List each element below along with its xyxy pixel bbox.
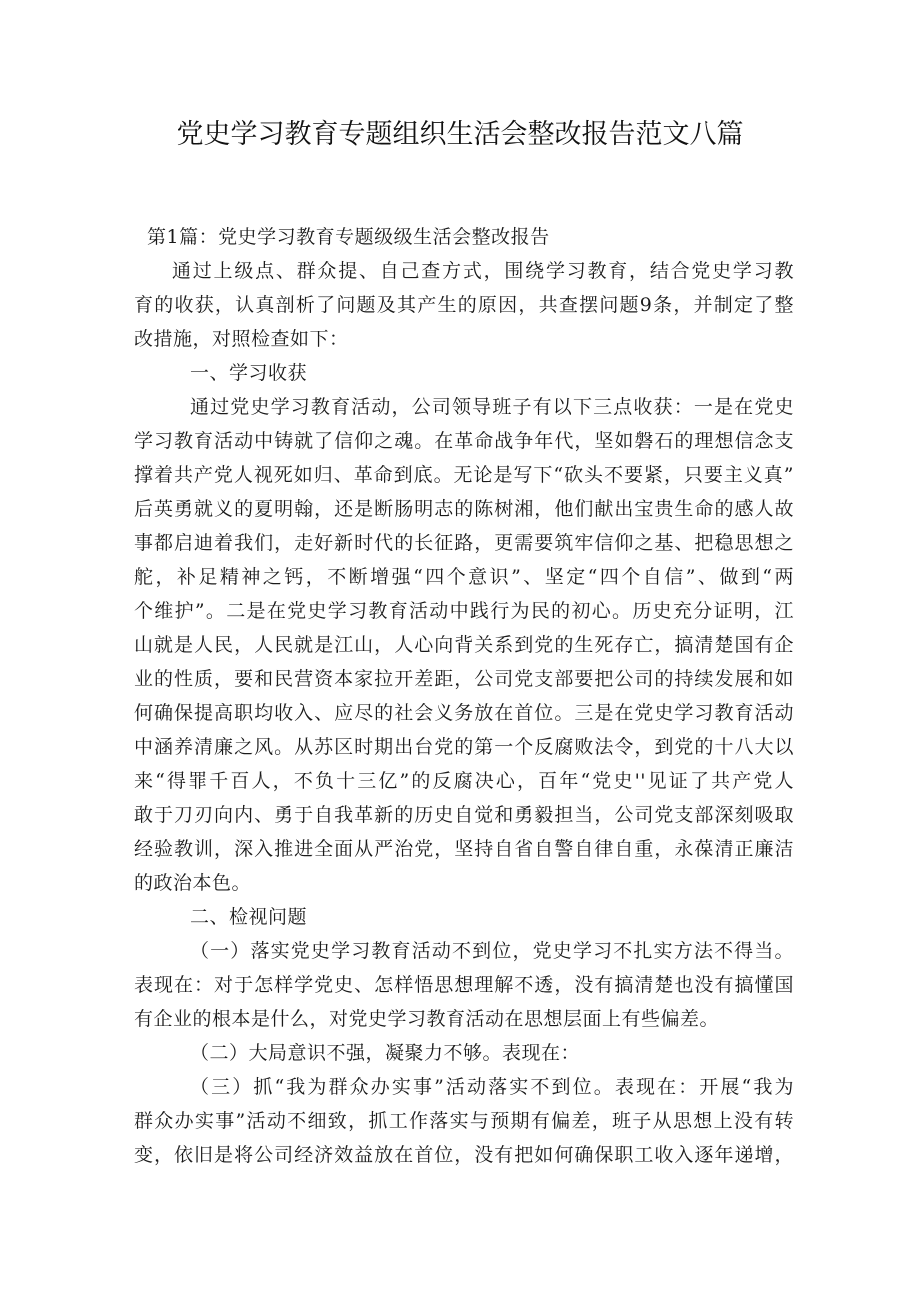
paragraph-line: 表现在：对于怎样学党史、怎样悟思想理解不透，没有搞清楚也没有搞懂国: [134, 974, 794, 996]
section-heading-review: 二、检视问题: [190, 906, 308, 928]
paragraph-line: 事都启迪着我们，走好新时代的长征路，更需要筑牢信仰之基、把稳思想之: [134, 532, 794, 554]
paragraph-line: 有企业的根本是什么，对党史学习教育活动在思想层面上有些偏差。: [134, 1008, 720, 1030]
intro-paragraph: [134, 254, 794, 356]
problem-two-paragraph: （二）大局意识不强，凝聚力不够。表现在：: [190, 1042, 581, 1064]
paragraph-line: 后英勇就义的夏明翰，还是断肠明志的陈树湘，他们献出宝贵生命的感人故: [134, 498, 794, 520]
section-heading-learning: 一、学习收获: [190, 362, 308, 384]
paragraph-line: 个维护”。二是在党史学习教育活动中践行为民的初心。历史充分证明，江: [134, 600, 794, 622]
paragraph-line: 业的性质，要和民营资本家拉开差距，公司党支部要把公司的持续发展和如: [134, 668, 794, 690]
paragraph-line: 变，依旧是将公司经济效益放在首位，没有把如何确保职工收入逐年递增，: [134, 1144, 794, 1166]
paragraph-line: 经验教训，深入推进全面从严治党，坚持自省自警自律自重，永葆清正廉洁: [134, 838, 794, 860]
paragraph-line: 通过上级点、群众提、自己查方式，围绕学习教育，结合党史学习教: [172, 260, 794, 282]
paragraph-line: 舵，补足精神之钙，不断增强“四个意识”、坚定“四个自信”、做到“两: [134, 566, 794, 588]
document-title: 党史学习教育专题组织生活会整改报告范文八篇: [176, 119, 744, 150]
problem-three-paragraph: [134, 1070, 794, 1172]
paragraph-line: （三）抓“我为群众办实事”活动落实不到位。表现在：开展“我为: [190, 1076, 794, 1098]
paragraph-line: 通过党史学习教育活动，公司领导班子有以下三点收获：一是在党史: [190, 396, 794, 418]
paragraph-line: 何确保提高职均收入、应尽的社会义务放在首位。三是在党史学习教育活动: [134, 702, 794, 724]
paragraph-line: 敢于刀刃向内、勇于自我革新的历史自觉和勇毅担当，公司党支部深刻吸取: [134, 804, 794, 826]
problem-one-paragraph: [134, 934, 794, 1036]
paragraph-line: 群众办实事”活动不细致，抓工作落实与预期有偏差，班子从思想上没有转: [134, 1110, 794, 1132]
paragraph-line: 中涵养清廉之风。从苏区时期出台党的第一个反腐败法令，到党的十八大以: [134, 736, 794, 758]
paragraph-line: 改措施，对照检查如下：: [134, 328, 349, 350]
paragraph-line: （一）落实党史学习教育活动不到位，党史学习不扎实方法不得当。: [190, 940, 794, 962]
paragraph-line: 山就是人民，人民就是江山，人心向背关系到党的生死存亡，搞清楚国有企: [134, 634, 794, 656]
paragraph-line: 的政治本色。: [134, 872, 252, 894]
learning-paragraph: [134, 390, 794, 900]
chapter-heading: 第1篇：党史学习教育专题级级生活会整改报告: [147, 226, 550, 248]
paragraph-line: 育的收获，认真剖析了问题及其产生的原因，共查摆问题9条，并制定了整: [134, 294, 794, 316]
paragraph-line: 学习教育活动中铸就了信仰之魂。在革命战争年代，坚如磐石的理想信念支: [134, 430, 794, 452]
document-body: [134, 220, 794, 1172]
paragraph-line: 来“得罪千百人，不负十三亿”的反腐决心，百年“党史''见证了共产党人: [134, 770, 794, 792]
paragraph-line: 撑着共产党人视死如归、革命到底。无论是写下“砍头不要紧，只要主义真”: [134, 464, 794, 486]
